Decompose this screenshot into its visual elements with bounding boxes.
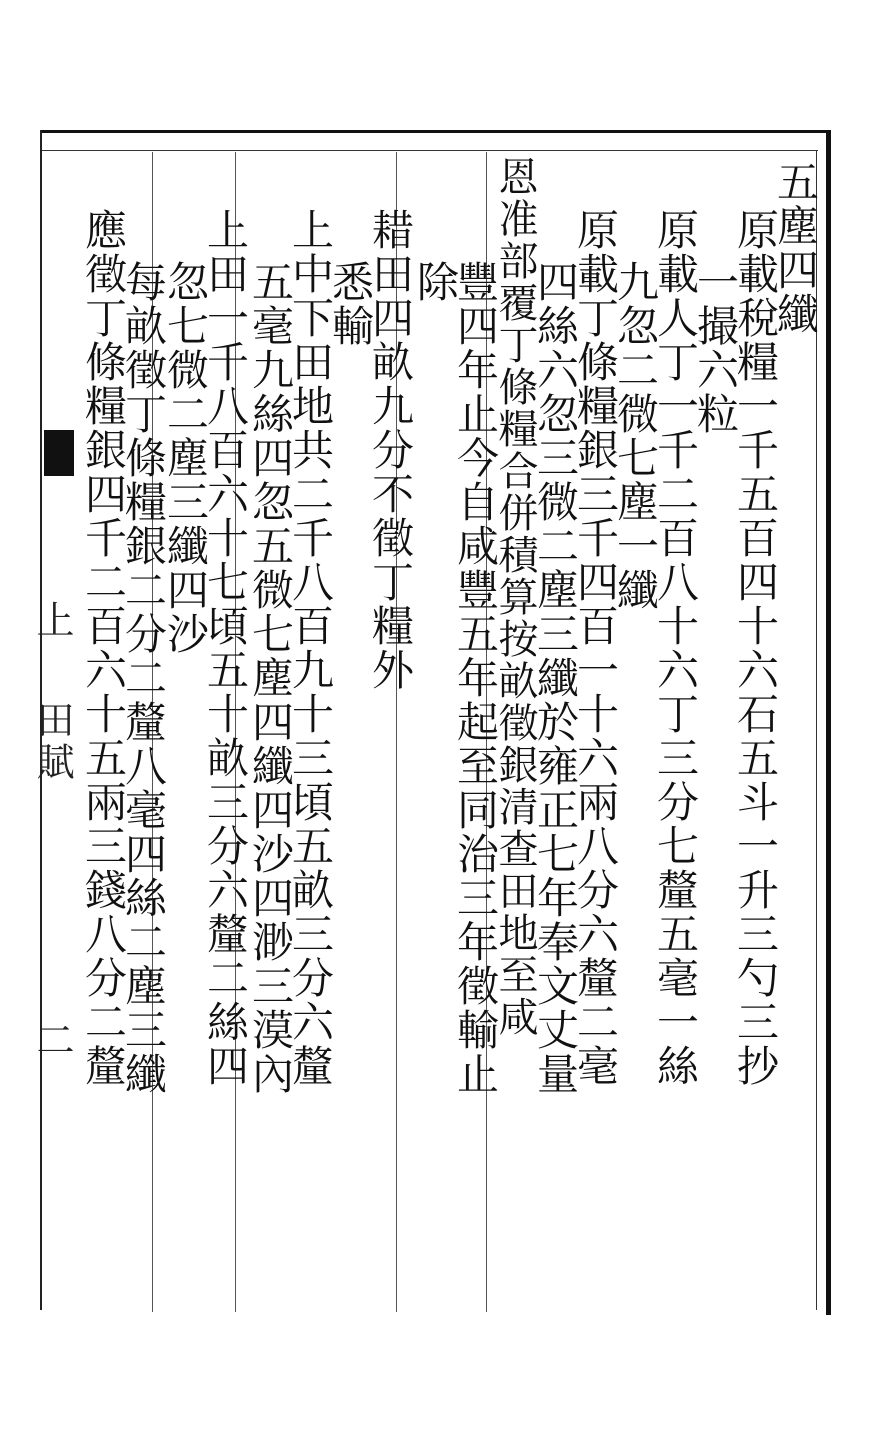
text-column-12: 悉輸 — [326, 260, 375, 348]
text-column-14: 五毫九絲四忽五微七塵四纖四沙四渺三漠內 — [246, 260, 295, 1096]
text-column-3: 一撮六粒 — [691, 260, 740, 436]
text-column-5: 九忽二微七塵一纖 — [611, 260, 660, 612]
text-column-6: 原載丁條糧銀三千四百一十六兩八分六釐二毫 — [571, 208, 620, 1088]
text-column-18: 應徵丁條糧銀四千二百六十五兩三錢八分二釐 — [79, 208, 128, 1088]
text-column-17: 每畝徵丁條糧銀二分二釐八毫四絲二塵三纖 — [119, 260, 168, 1096]
margin-section-label: 上 — [30, 600, 74, 642]
fishtail-mark-icon — [44, 430, 74, 476]
frame-top-border — [40, 130, 830, 133]
frame-top-inner-border — [40, 150, 818, 151]
margin-chapter-label: 田賦 — [30, 700, 74, 784]
text-column-4: 原載人丁一千二百八十六丁三分七釐五毫一絲 — [651, 208, 700, 1088]
text-column-7: 四絲六忽三微二塵三纖於雍正七年奉文丈量 — [531, 260, 580, 1096]
text-column-10: 除 — [411, 260, 460, 304]
text-column-11: 耤田四畝九分不徵丁糧外 — [366, 208, 415, 692]
page-number: 二 — [30, 1020, 74, 1062]
text-column-2: 原載稅糧一千五百四十六石五斗一升三勺三抄 — [731, 208, 780, 1088]
frame-right-border — [826, 130, 831, 1315]
text-column-15: 上田一千八百六十七頃五十畝三分六釐二絲四 — [201, 208, 250, 1088]
text-column-9: 豐四年止今自咸豐五年起至同治三年徵輸止 — [451, 260, 500, 1096]
text-column-13: 上中下田地共二千八百九十三頃五畝三分六釐 — [286, 208, 335, 1088]
text-column-1: 五塵四纖 — [771, 160, 820, 336]
text-column-8: 恩准部覆丁條糧合併積算按畝徵銀清查田地至咸 — [492, 156, 538, 1038]
text-column-16: 忽七微二塵三纖四沙 — [161, 260, 210, 656]
